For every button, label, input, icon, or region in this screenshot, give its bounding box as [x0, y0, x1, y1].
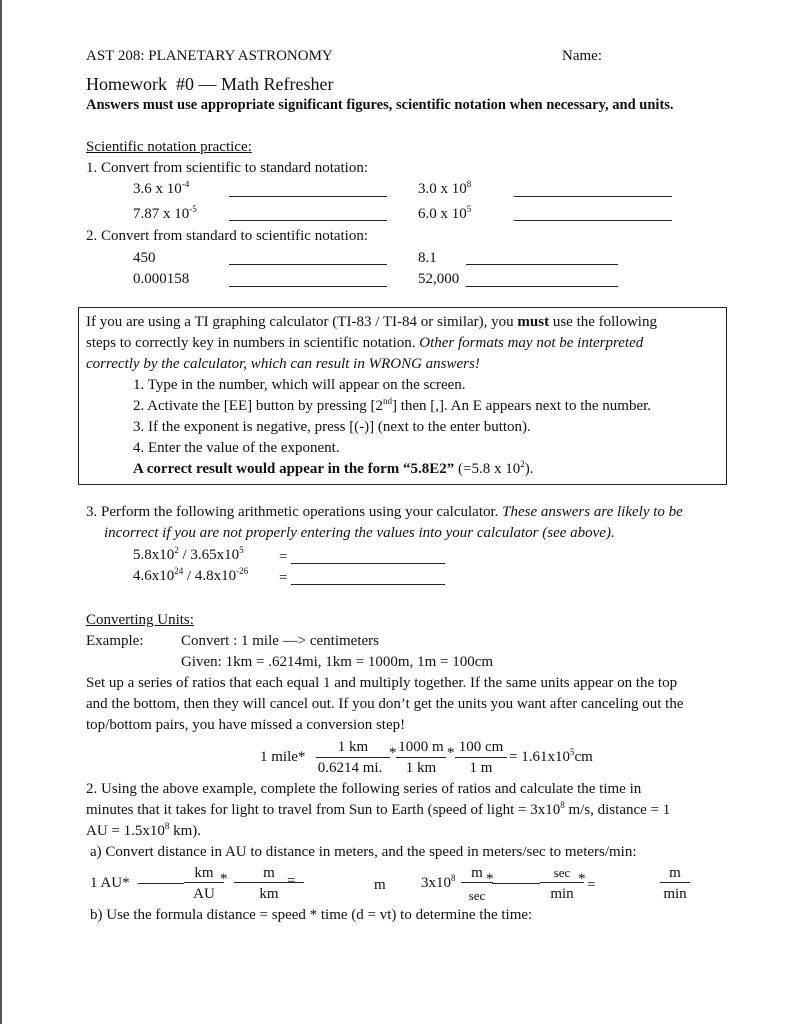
answer-line-q1-3[interactable] [514, 196, 672, 197]
calc-step-2: 2. Activate the [EE] button by pressing [2nd] then [,]. An E appears next to the number. [133, 396, 652, 414]
speed-lead-line[interactable] [492, 883, 540, 884]
speed-f2-numerator: sec [553, 865, 571, 880]
q1-item-2: 7.87 x $10^{-5}$ [133, 204, 197, 222]
sci-notation-heading: Scientific notation practice: [86, 139, 252, 155]
example-f2-bar [396, 757, 446, 758]
speed-f3-denominator: min [663, 886, 687, 902]
au-result-unit: m [374, 877, 386, 893]
example-f3-numerator: 100 cm [458, 739, 504, 755]
speed-f1-denominator: sec [468, 888, 486, 903]
au-f1-bar[interactable] [184, 882, 224, 883]
example-f1-bar [316, 757, 390, 758]
speed-f1-numerator: m [471, 865, 483, 881]
au-eq-lead-line[interactable] [138, 883, 184, 884]
q1-prompt: 1. Convert from scientific to standard notation: [86, 160, 369, 176]
calc-line-3: correctly by the calculator, which can result in WRONG answers! [86, 356, 480, 372]
answer-line-q2-2[interactable] [229, 286, 387, 287]
example-label: Example: [86, 633, 144, 649]
answer-line-q1-2[interactable] [229, 220, 387, 221]
speed-f2-denominator: min [550, 886, 574, 902]
page-left-edge [0, 0, 2, 1024]
q2-prompt: 2. Convert from standard to scientific notation: [86, 228, 369, 244]
q3-prompt-line-1: 3. Perform the following arithmetic operations using your calculator. These answers are likely to be [86, 504, 683, 520]
arith-op-1-equals: = [279, 549, 288, 565]
q2-item-2: 0.000158 [133, 271, 190, 287]
q2-units-line-3: AU = $1.5x10^8$ km). [86, 821, 202, 839]
part-a-prompt: a) Convert distance in AU to distance in meters, and the speed in meters/sec to meters/min: [90, 844, 637, 860]
speed-eq-lead: $3x10^8$ [421, 873, 456, 891]
explanation-line-1: Set up a series of ratios that each equal 1 and multiply together. If the same units appear on the top [86, 675, 678, 691]
example-f3-bar [455, 757, 507, 758]
speed-f3-numerator: m [669, 865, 681, 881]
au-equals: = [287, 873, 296, 889]
example-f1-denominator: 0.6214 mi. [317, 760, 383, 776]
explanation-line-3: top/bottom pairs, you have missed a conversion step! [86, 717, 406, 733]
q3-prompt-line-2: incorrect if you are not properly entering the values into your calculator (see above). [104, 525, 615, 541]
arith-op-2-equals: = [279, 570, 288, 586]
q2-item-1: 450 [133, 250, 156, 266]
example-result: = $1.61x10^5cm$ [509, 747, 593, 765]
au-f1-denominator: AU [193, 886, 215, 902]
answer-line-q1-1[interactable] [229, 196, 387, 197]
answer-line-q2-3[interactable] [466, 264, 618, 265]
calc-step-4: 4. Enter the value of the exponent. [133, 440, 340, 456]
answer-line-arith-1[interactable] [291, 563, 445, 564]
example-f2-denominator: 1 km [405, 760, 437, 776]
q1-item-3: 3.0 x $10^8$ [418, 179, 472, 197]
calc-line-2: steps to correctly key in numbers in scientific notation. Other formats may not be interpreted [86, 335, 644, 351]
calculator-instructions-box [78, 307, 727, 485]
speed-star-1: * [486, 871, 494, 887]
answer-line-q1-4[interactable] [514, 220, 672, 221]
answer-line-q2-4[interactable] [466, 286, 618, 287]
q1-item-4: 6.0 x $10^5$ [418, 204, 472, 222]
q2-units-line-2: minutes that it takes for light to travel from Sun to Earth (speed of light = $3x10^8$ m/s, distance = 1 [86, 800, 671, 818]
speed-equals: = [587, 877, 596, 893]
q2-item-4: 52,000 [418, 271, 460, 287]
answer-line-q2-1[interactable] [229, 264, 387, 265]
q2-units-line-1: 2. Using the above example, complete the following series of ratios and calculate the time in [86, 781, 642, 797]
example-star-2: * [447, 745, 455, 761]
calc-line-1: If you are using a TI graphing calculator (TI-83 / TI-84 or similar), you must use the following [86, 314, 657, 330]
au-star: * [220, 871, 228, 887]
au-eq-lead: 1 AU* [90, 875, 130, 891]
arith-op-2: $4.6x10^{24} / 4.8x10^{-26}$ [133, 566, 249, 584]
arith-op-1: $5.8x10^2 / 3.65x10^5$ [133, 545, 244, 563]
au-f1-numerator: km [194, 865, 214, 881]
au-f2-denominator: km [259, 886, 279, 902]
explanation-line-2: and the bottom, then they will cancel out. If you don’t get the units you want after canceling out the [86, 696, 684, 712]
calc-step-3: 3. If the exponent is negative, press [(-)] (next to the enter button). [133, 419, 531, 435]
example-star-1: * [389, 745, 397, 761]
example-eq-lead: 1 mile* [260, 749, 306, 765]
calc-step-1: 1. Type in the number, which will appear on the screen. [133, 377, 466, 393]
name-label: Name: [562, 48, 602, 64]
q1-item-1: 3.6 x $10^{-4}$ [133, 179, 190, 197]
example-f3-denominator: 1 m [469, 760, 493, 776]
example-f2-numerator: 1000 m [398, 739, 444, 755]
example-f1-numerator: 1 km [337, 739, 369, 755]
homework-title: Homework #0 — Math Refresher [86, 74, 334, 94]
au-f2-numerator: m [263, 865, 275, 881]
answer-line-arith-2[interactable] [291, 584, 445, 585]
example-task: Convert : 1 mile —> centimeters [181, 633, 379, 649]
calc-result-format: A correct result would appear in the form “5.8E2” (=5.8 x $10^2$). [133, 459, 534, 477]
instructions: Answers must use appropriate significant figures, scientific notation when necessary, and units. [86, 97, 674, 113]
part-b-prompt: b) Use the formula distance = speed * time (d = vt) to determine the time: [90, 907, 533, 923]
given-conversions: Given: 1km = .6214mi, 1km = 1000m, 1m = 100cm [181, 654, 494, 670]
course-title: AST 208: PLANETARY ASTRONOMY [86, 48, 333, 64]
converting-units-heading: Converting Units: [86, 612, 194, 628]
speed-star-2: * [578, 871, 586, 887]
speed-f3-bar [660, 882, 690, 883]
q2-item-3: 8.1 [418, 250, 437, 266]
